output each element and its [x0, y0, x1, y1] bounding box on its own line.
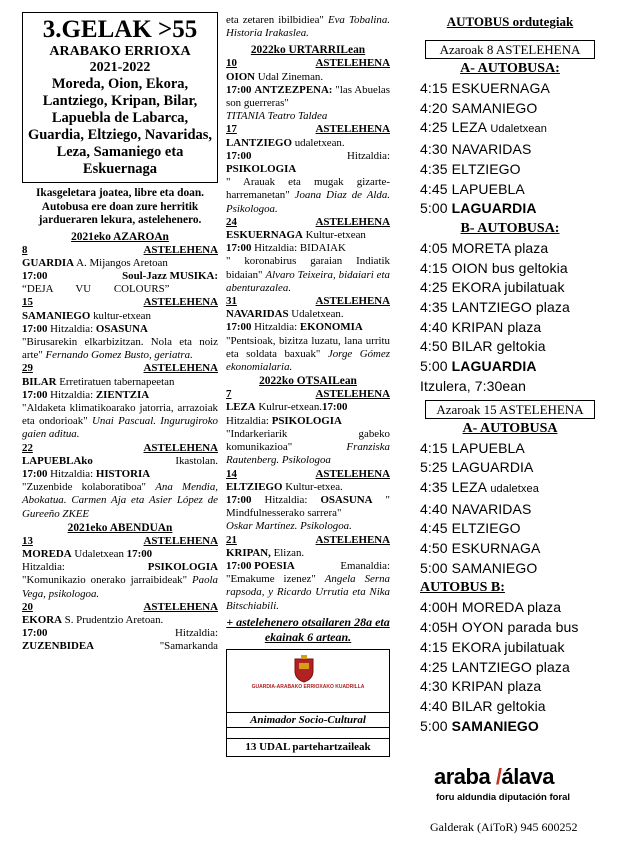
stop-time: 4:35 [420, 478, 448, 495]
day-box-1: Azaroak 8 ASTELEHENA [425, 40, 595, 59]
bus-stop-row [420, 539, 600, 559]
column-middle [226, 0, 390, 757]
event-date: 8 ASTELEHENA [22, 243, 218, 256]
stop-name: LANTZIEGO plaza [451, 658, 570, 675]
bus-stop-row [420, 239, 600, 259]
stop-name: SAMANIEGO [451, 99, 538, 116]
section-heading-azaroa: 2021eko AZAROAn [71, 230, 169, 243]
bus-a2-heading: A- AUTOBUSA [462, 420, 558, 436]
stop-name: ESKURNAGA [451, 540, 541, 557]
bus-stop-row [420, 118, 600, 140]
towns-list: Moreda, Oion, Ekora, Lantziego, Kripan, Bilar, Lapuebla de Labarca, Guardia, Eltziego, Navaridas, Leza, Samaniego eta Eskuernaga [27, 76, 213, 177]
event-24: 24 ASTELEHENA ESKUERNAGA Kultur-etxean 17:00 Hitzaldia: BIDAIAK " koronabirus garaian Indiatik bidaian" Alvaro Teixeira, bidaiari eta abenturazalea. [226, 215, 390, 294]
bus-stop-row [420, 638, 600, 658]
bus-stop-row [420, 298, 600, 318]
organizer-name: GUARDIA-ARABAKO ERRIOXAKO KUADRILLA [251, 683, 365, 690]
intro-text: Ikasgeletara joatea, libre eta doan. Autobusa ere doan zure herritik jardueraren lekura, astelehenero. [35, 187, 205, 226]
stop-time: 4:15 [420, 80, 448, 96]
stop-name: NAVARIDAS [451, 141, 532, 158]
stop-time: 5:00 [420, 717, 448, 734]
bus-a2-stops [420, 439, 600, 579]
stop-name: LAGUARDIA [451, 459, 534, 476]
bus-b2-heading: AUTOBUS B: [420, 580, 505, 596]
stop-time: 4:45 [420, 520, 448, 537]
stop-time: 4:05 [420, 239, 448, 256]
stop-time: 4:25 [420, 119, 448, 136]
stop-name: LANTZIEGO plaza [451, 299, 570, 316]
bus-stop-row [420, 697, 600, 717]
bus-b1-stops [420, 239, 600, 377]
stop-name: LEZA [451, 478, 487, 495]
stop-name: ESKUERNAGA [451, 80, 550, 96]
event-10: 10 ASTELEHENA OION Udal Zineman. 17:00 ANTZEZPENA: "las Abuelas son guerreras" TITANIA Teatro Taldea [226, 57, 390, 123]
stop-name: MOREDA plaza [461, 599, 562, 616]
bus-stop-row [420, 677, 600, 697]
araba-alava-logo: araba /álava foru aldundia diputación foral [434, 764, 571, 803]
stop-time: 4:40 [420, 318, 448, 335]
event-14: 14 ASTELEHENA ELTZIEGO Kultur-etxea. 17:00 Hitzaldia: OSASUNA " Mindfulnesserako sarrera" Oskar Martínez. Psikologoa. [226, 467, 390, 533]
bus-stop-row [420, 180, 600, 200]
crest-icon [293, 655, 315, 683]
bus-a1-heading: A- AUTOBUSA: [460, 61, 560, 76]
stop-name: BILAR geltokia [451, 697, 546, 714]
stop-time: 4:20 [420, 99, 448, 116]
section-heading-otsaila: 2022ko OTSAILean [259, 375, 357, 388]
contact-info: Galderak (AiToR) 945 600252 [430, 820, 578, 834]
bus-stop-row [420, 519, 600, 539]
bus-stop-row [420, 598, 600, 618]
bus-stop-row [420, 478, 600, 500]
bus-schedule-title: AUTOBUS ordutegiak [446, 14, 574, 29]
event-17: 17 ASTELEHENA LANTZIEGO udaletxean. 17:00 Hitzaldia: PSIKOLOGIA " Arauak eta mugak gizarte-harremanetan" Joana Diaz de Alda. Psikologoa. [226, 123, 390, 215]
event-20-continued: eta zetaren ibilbidiea" Eva Tobalina. Historia Irakaslea. [226, 14, 390, 40]
event-8: 8 ASTELEHENA GUARDIA A. Mijangos Aretoan 17:00 Soul-Jazz MUSIKA: “DEJA VU COLOURS” [22, 243, 218, 296]
bus-stop-row [420, 337, 600, 357]
stop-time: 4:30 [420, 678, 448, 695]
stop-name: EKORA jubilatuak [451, 638, 565, 655]
stop-time: 4:40 [420, 500, 448, 517]
title-box [22, 12, 218, 183]
stop-detail: udaletxea [490, 482, 539, 495]
event-7: 7 ASTELEHENA LEZA Kulrur-etxean.17:00 Hitzaldia: PSIKOLOGIA "Indarkeriarik gabeko komunikazioa" Franziska Rautenberg. Psikologoa [226, 388, 390, 467]
stop-name: NAVARIDAS [451, 500, 532, 517]
bus-stop-row [420, 79, 600, 99]
stop-name: KRIPAN plaza [451, 678, 542, 695]
section-heading-urtarrila: 2022ko URTARRILean [250, 44, 366, 57]
stop-detail: Udaletxean [490, 123, 547, 136]
stop-time: 4:25 [420, 658, 448, 675]
event-20: 20 ASTELEHENA EKORA S. Prudentzio Aretoan. 17:00 Hitzaldia: ZUZENBIDEA "Samarkanda [22, 600, 218, 653]
bus-stop-row [420, 458, 600, 478]
section-heading-abendua: 2021eko ABENDUAn [67, 521, 173, 534]
stop-time: 5:00 [420, 200, 448, 217]
event-29: 29 ASTELEHENA BILAR Erretiratuen tabernapeetan 17:00 Hitzaldia: ZIENTZIA "Aldaketa klimatikoarako jatorria, arrazoiak eta ondorioak" Unai Pascual. Ingurugiroko gaien aditua. [22, 362, 218, 441]
bus-stop-row [420, 717, 600, 737]
day-box-2: Azaroak 15 ASTELEHENA [425, 400, 595, 419]
bus-stop-row [420, 278, 600, 298]
column-right [420, 0, 600, 736]
bus-stop-row [420, 99, 600, 119]
stop-time: 4:50 [420, 540, 448, 557]
bus-stop-row [420, 259, 600, 279]
stop-name: ELTZIEGO [451, 520, 521, 537]
season-label: 2021-2022 [89, 60, 151, 75]
stop-time: 4:25 [420, 279, 448, 296]
stop-name: OION bus geltokia [451, 259, 568, 276]
event-13: 13 ASTELEHENA MOREDA Udaletxean 17:00 Hitzaldia: PSIKOLOGIA "Komunikazio onerako jarraibideak" Paola Vega, psikologoa. [22, 534, 218, 600]
bus-stop-row [420, 658, 600, 678]
bus-stop-row [420, 618, 600, 638]
stop-time: 4:30 [420, 141, 448, 158]
event-22: 22 ASTELEHENA LAPUEBLAko Ikastolan. 17:00 Hitzaldia: HISTORIA "Zuzenbide kolaboratiboa" Ana Mendia, Abokatua. Carmen Aja eta Asier López de Gureeño ZKEE [22, 441, 218, 520]
region-label: ARABAKO ERRIOXA [49, 44, 191, 59]
stop-time: 5:25 [420, 459, 448, 476]
stop-name: LAPUEBLA [451, 180, 525, 197]
participants-note: 13 UDAL partehartzaileak [227, 738, 389, 755]
stop-time: 4:40 [420, 697, 448, 714]
stop-name: ELTZIEGO [451, 160, 521, 177]
stop-time: 4:00H [420, 599, 458, 616]
column-left [22, 0, 218, 654]
stop-name: SAMANIEGO [451, 559, 538, 576]
event-21: 21 ASTELEHENA KRIPAN, Elizan. 17:00 POESIA Emanaldia: "Emakume izenez" Angela Serna rapsoda, y Ricardo Urrutia eta Nika Bitschiabili. [226, 533, 390, 612]
stop-name: LAGUARDIA [451, 200, 537, 217]
bus-stop-row [420, 357, 600, 377]
bus-stop-row [420, 500, 600, 520]
stop-time: 4:35 [420, 160, 448, 177]
bus-stop-row [420, 318, 600, 338]
stop-name: BILAR geltokia [451, 338, 546, 355]
stop-name: OYON parada bus [461, 619, 579, 636]
stop-time: 4:15 [420, 638, 448, 655]
badge-title: Animador Socio-Cultural [226, 712, 390, 728]
stop-time: 5:00 [420, 358, 448, 375]
stop-name: LAGUARDIA [451, 358, 537, 375]
page-title: 3.GELAK >55 [42, 16, 198, 43]
event-15: 15 ASTELEHENA SAMANIEGO kultur-etxean 17:00 Hitzaldia: OSASUNA "Birusarekin elkarbizitzan. Nola eta noiz arte" Fernando Gomez Busto, geriatra. [22, 296, 218, 362]
stop-time: 4:50 [420, 338, 448, 355]
stop-time: 4:05H [420, 619, 458, 636]
return-time: Itzulera, 7:30ean [420, 377, 526, 394]
extra-note: + astelehenero otsailaren 28a eta ekainak 6 artean. [226, 614, 390, 644]
stop-time: 5:00 [420, 559, 448, 576]
stop-time: 4:15 [420, 439, 448, 456]
bus-stop-row [420, 160, 600, 180]
stop-time: 4:35 [420, 299, 448, 316]
bus-a1-stops [420, 79, 600, 219]
stop-name: KRIPAN plaza [451, 318, 542, 335]
organizer-badge [226, 649, 390, 757]
bus-stop-row [420, 140, 600, 160]
bus-b2-stops [420, 598, 600, 736]
bus-stop-row [420, 439, 600, 459]
stop-time: 4:15 [420, 259, 448, 276]
event-31: 31 ASTELEHENA NAVARIDAS Udaletxean. 17:00 Hitzaldia: EKONOMIA "Pentsioak, bizitza luzatu, lana urritu eta soldata baxuak" Jorge Gómez ekonomialaria. [226, 295, 390, 374]
stop-name: SAMANIEGO [451, 717, 539, 734]
stop-time: 4:45 [420, 180, 448, 197]
stop-name: LEZA [451, 119, 487, 136]
stop-name: LAPUEBLA [451, 439, 525, 456]
bus-stop-row [420, 559, 600, 579]
stop-name: MORETA plaza [451, 239, 549, 256]
bus-b1-heading: B- AUTOBUSA: [460, 220, 560, 236]
bus-stop-row [420, 199, 600, 219]
stop-name: EKORA jubilatuak [451, 279, 565, 296]
